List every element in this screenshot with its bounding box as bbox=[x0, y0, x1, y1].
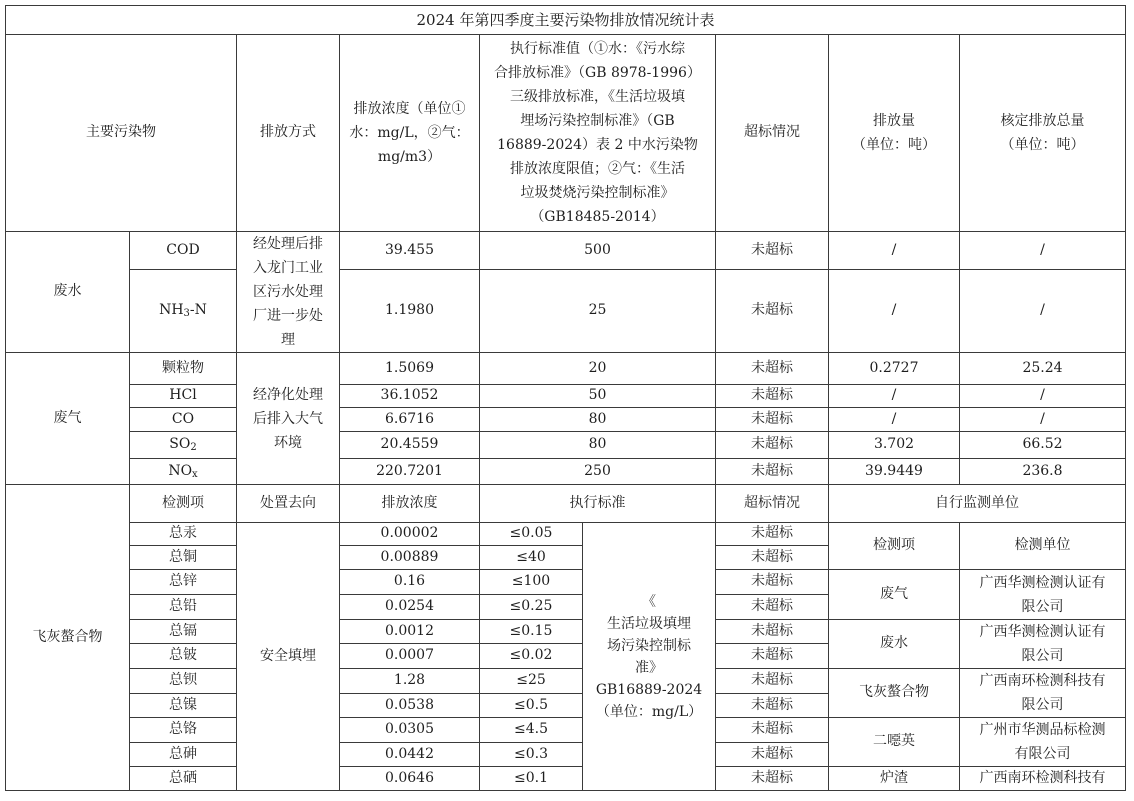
standard-cell: 80 bbox=[480, 408, 716, 432]
limit-cell: ≤0.1 bbox=[480, 767, 583, 791]
limit-cell: ≤40 bbox=[480, 546, 583, 570]
category-exhaust: 废气 bbox=[6, 353, 130, 485]
concentration-cell: 0.00889 bbox=[340, 546, 480, 570]
exceed-cell: 未超标 bbox=[716, 693, 829, 718]
concentration-cell: 0.0254 bbox=[340, 595, 480, 620]
amount-cell: / bbox=[829, 385, 960, 408]
exceed-cell: 未超标 bbox=[716, 408, 829, 432]
limit-cell: ≤0.25 bbox=[480, 595, 583, 620]
total-cell: 236.8 bbox=[960, 459, 1126, 485]
monitor-unit: 广州市华测品标检测 有限公司 bbox=[960, 718, 1126, 767]
flyash-item: 总铬 bbox=[130, 718, 237, 743]
pollutant-name: COD bbox=[130, 232, 237, 270]
exceed-cell: 未超标 bbox=[716, 743, 829, 767]
emissions-table bbox=[5, 5, 1126, 791]
monitor-header-item: 检测项 bbox=[829, 523, 960, 570]
flyash-item: 总硒 bbox=[130, 767, 237, 791]
exceed-cell: 未超标 bbox=[716, 644, 829, 669]
flyash-standard-note: 《 生活垃圾填埋 场污染控制标 准》 GB16889-2024 （单位：mg/L） bbox=[583, 523, 716, 791]
exceed-cell: 未超标 bbox=[716, 432, 829, 459]
flyash-header-standard: 执行标准 bbox=[480, 485, 716, 523]
concentration-cell: 1.1980 bbox=[340, 270, 480, 353]
category-flyash: 飞灰螯合物 bbox=[6, 485, 130, 791]
concentration-cell: 0.0007 bbox=[340, 644, 480, 669]
concentration-cell: 0.0305 bbox=[340, 718, 480, 743]
flyash-item: 总锌 bbox=[130, 570, 237, 595]
standard-cell: 500 bbox=[480, 232, 716, 270]
concentration-cell: 0.0012 bbox=[340, 620, 480, 644]
limit-cell: ≤4.5 bbox=[480, 718, 583, 743]
exceed-cell: 未超标 bbox=[716, 385, 829, 408]
exceed-cell: 未超标 bbox=[716, 270, 829, 353]
flyash-header-exceed: 超标情况 bbox=[716, 485, 829, 523]
monitor-item: 飞灰螯合物 bbox=[829, 669, 960, 718]
monitor-unit: 广西华测检测认证有 限公司 bbox=[960, 620, 1126, 669]
monitor-item: 废水 bbox=[829, 620, 960, 669]
pollutant-name: 颗粒物 bbox=[130, 353, 237, 385]
limit-cell: ≤0.3 bbox=[480, 743, 583, 767]
pollutant-name: CO bbox=[130, 408, 237, 432]
flyash-item: 总铜 bbox=[130, 546, 237, 570]
monitor-item: 二噁英 bbox=[829, 718, 960, 767]
concentration-cell: 0.16 bbox=[340, 570, 480, 595]
concentration-cell: 39.455 bbox=[340, 232, 480, 270]
monitor-unit: 广西南环检测科技有 bbox=[960, 767, 1126, 791]
header-total: 核定排放总量 （单位：吨） bbox=[960, 35, 1126, 232]
limit-cell: ≤0.02 bbox=[480, 644, 583, 669]
limit-cell: ≤0.15 bbox=[480, 620, 583, 644]
concentration-cell: 0.00002 bbox=[340, 523, 480, 546]
pollutant-name: HCl bbox=[130, 385, 237, 408]
concentration-cell: 1.5069 bbox=[340, 353, 480, 385]
flyash-item: 总铍 bbox=[130, 644, 237, 669]
flyash-item: 总砷 bbox=[130, 743, 237, 767]
total-cell: / bbox=[960, 232, 1126, 270]
total-cell: / bbox=[960, 408, 1126, 432]
monitor-item: 废气 bbox=[829, 570, 960, 620]
pollutant-name: $SO_2$ bbox=[130, 432, 237, 459]
flyash-item: 总镉 bbox=[130, 620, 237, 644]
monitor-unit: 广西华测检测认证有 限公司 bbox=[960, 570, 1126, 620]
concentration-cell: 6.6716 bbox=[340, 408, 480, 432]
flyash-item: 总镍 bbox=[130, 693, 237, 718]
pollutant-name: $NO_x$ bbox=[130, 459, 237, 485]
exceed-cell: 未超标 bbox=[716, 620, 829, 644]
flyash-header-monitor: 自行监测单位 bbox=[829, 485, 1126, 523]
exceed-cell: 未超标 bbox=[716, 459, 829, 485]
monitor-header-unit: 检测单位 bbox=[960, 523, 1126, 570]
flyash-header-conc: 排放浓度 bbox=[340, 485, 480, 523]
limit-cell: ≤25 bbox=[480, 669, 583, 694]
exceed-cell: 未超标 bbox=[716, 718, 829, 743]
exhaust-method: 经净化处理 后排入大气 环境 bbox=[237, 353, 340, 485]
flyash-header-disposal: 处置去向 bbox=[237, 485, 340, 523]
exceed-cell: 未超标 bbox=[716, 353, 829, 385]
total-cell: / bbox=[960, 270, 1126, 353]
amount-cell: 39.9449 bbox=[829, 459, 960, 485]
flyash-item: 总铅 bbox=[130, 595, 237, 620]
exceed-cell: 未超标 bbox=[716, 570, 829, 595]
concentration-cell: 36.1052 bbox=[340, 385, 480, 408]
amount-cell: / bbox=[829, 232, 960, 270]
table-title: 2024 年第四季度主要污染物排放情况统计表 bbox=[6, 6, 1126, 35]
limit-cell: ≤0.05 bbox=[480, 523, 583, 546]
total-cell: 25.24 bbox=[960, 353, 1126, 385]
category-wastewater: 废水 bbox=[6, 232, 130, 353]
limit-cell: ≤0.5 bbox=[480, 693, 583, 718]
limit-cell: ≤100 bbox=[480, 570, 583, 595]
exceed-cell: 未超标 bbox=[716, 232, 829, 270]
header-exceed: 超标情况 bbox=[716, 35, 829, 232]
flyash-header-item: 检测项 bbox=[130, 485, 237, 523]
amount-cell: / bbox=[829, 270, 960, 353]
amount-cell: 3.702 bbox=[829, 432, 960, 459]
standard-cell: 250 bbox=[480, 459, 716, 485]
concentration-cell: 220.7201 bbox=[340, 459, 480, 485]
exceed-cell: 未超标 bbox=[716, 595, 829, 620]
flyash-item: 总钡 bbox=[130, 669, 237, 694]
exceed-cell: 未超标 bbox=[716, 546, 829, 570]
concentration-cell: 0.0538 bbox=[340, 693, 480, 718]
header-method: 排放方式 bbox=[237, 35, 340, 232]
monitor-item: 炉渣 bbox=[829, 767, 960, 791]
header-concentration: 排放浓度（单位① 水：mg/L，②气： mg/m3） bbox=[340, 35, 480, 232]
header-standard: 执行标准值（①水：《污水综 合排放标准》（GB 8978-1996） 三级排放标准，《生活垃圾填 埋场污染控制标准》（GB 16889-2024）表 2 中水污染物 排放浓度限值；②气：《生活 垃圾焚烧污染控制标准》 （GB18485-2014） bbox=[480, 35, 716, 232]
flyash-disposal: 安全填埋 bbox=[237, 523, 340, 791]
amount-cell: / bbox=[829, 408, 960, 432]
exceed-cell: 未超标 bbox=[716, 767, 829, 791]
standard-cell: 50 bbox=[480, 385, 716, 408]
standard-cell: 80 bbox=[480, 432, 716, 459]
exceed-cell: 未超标 bbox=[716, 669, 829, 694]
concentration-cell: 0.0442 bbox=[340, 743, 480, 767]
exceed-cell: 未超标 bbox=[716, 523, 829, 546]
total-cell: / bbox=[960, 385, 1126, 408]
monitor-unit: 广西南环检测科技有 限公司 bbox=[960, 669, 1126, 718]
header-amount: 排放量 （单位：吨） bbox=[829, 35, 960, 232]
standard-cell: 20 bbox=[480, 353, 716, 385]
header-pollutant: 主要污染物 bbox=[6, 35, 237, 232]
total-cell: 66.52 bbox=[960, 432, 1126, 459]
standard-cell: 25 bbox=[480, 270, 716, 353]
flyash-item: 总汞 bbox=[130, 523, 237, 546]
concentration-cell: 20.4559 bbox=[340, 432, 480, 459]
concentration-cell: 1.28 bbox=[340, 669, 480, 694]
concentration-cell: 0.0646 bbox=[340, 767, 480, 791]
pollutant-name: $NH_3-N$ bbox=[130, 270, 237, 353]
wastewater-method: 经处理后排 入龙门工业 区污水处理 厂进一步处 理 bbox=[237, 232, 340, 353]
amount-cell: 0.2727 bbox=[829, 353, 960, 385]
